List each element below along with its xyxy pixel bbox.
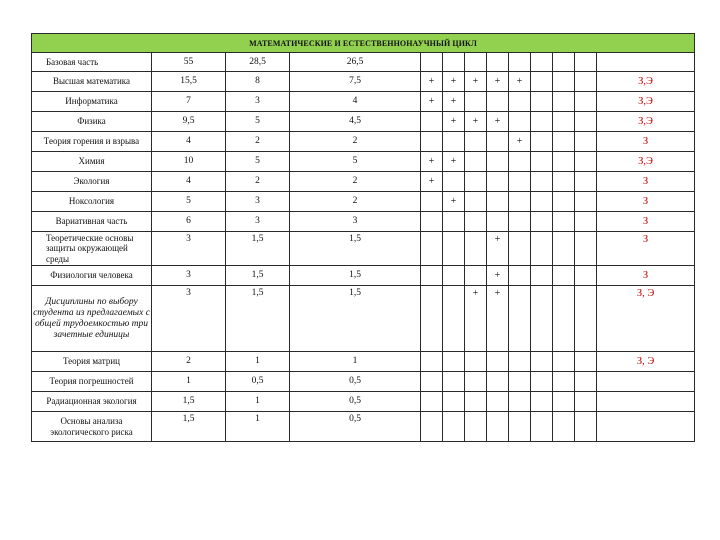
discipline-name: Физика: [32, 112, 152, 132]
semester-mark: +: [421, 92, 443, 112]
semester-mark: [575, 212, 597, 232]
table-row: [32, 152, 695, 172]
semester-mark: +: [443, 72, 465, 92]
semester-mark: [553, 412, 575, 442]
semester-mark: [487, 212, 509, 232]
control-form: З,Э: [597, 72, 695, 92]
semester-mark: [487, 92, 509, 112]
semester-mark: [553, 392, 575, 412]
semester-mark: +: [421, 72, 443, 92]
semester-mark: [553, 72, 575, 92]
semester-mark: [443, 412, 465, 442]
semester-mark: [443, 266, 465, 286]
control-form: [597, 372, 695, 392]
table-row: [32, 112, 695, 132]
discipline-name: Экология: [32, 172, 152, 192]
semester-mark: [509, 286, 531, 352]
control-form: З: [597, 172, 695, 192]
credits-cell: 4: [290, 92, 421, 112]
semester-mark: [575, 232, 597, 266]
credits-cell: 3: [226, 92, 290, 112]
semester-mark: [575, 352, 597, 372]
semester-mark: +: [421, 152, 443, 172]
semester-mark: [509, 112, 531, 132]
semester-mark: [509, 192, 531, 212]
semester-mark: [509, 232, 531, 266]
discipline-name: Информатика: [32, 92, 152, 112]
credits-cell: 1: [152, 372, 226, 392]
semester-mark: [553, 372, 575, 392]
semester-mark: [509, 392, 531, 412]
control-form: [597, 53, 695, 72]
semester-mark: [553, 212, 575, 232]
credits-cell: 3: [152, 232, 226, 266]
semester-mark: [553, 132, 575, 152]
semester-mark: [443, 352, 465, 372]
credits-cell: 1,5: [152, 412, 226, 442]
semester-mark: +: [465, 286, 487, 352]
semester-mark: [509, 172, 531, 192]
semester-mark: [575, 172, 597, 192]
credits-cell: 1,5: [290, 286, 421, 352]
credits-cell: 2: [226, 172, 290, 192]
semester-mark: +: [509, 132, 531, 152]
control-form: З: [597, 192, 695, 212]
semester-mark: [487, 352, 509, 372]
credits-cell: 8: [226, 72, 290, 92]
credits-cell: 7: [152, 92, 226, 112]
semester-mark: [575, 72, 597, 92]
control-form: З: [597, 232, 695, 266]
semester-mark: [443, 232, 465, 266]
semester-mark: [553, 192, 575, 212]
semester-mark: [575, 286, 597, 352]
discipline-name: Теория погрешностей: [32, 372, 152, 392]
table-row: [32, 92, 695, 112]
credits-cell: 3: [152, 286, 226, 352]
credits-cell: 1,5: [226, 286, 290, 352]
semester-mark: [509, 53, 531, 72]
semester-mark: +: [443, 92, 465, 112]
control-form: З: [597, 132, 695, 152]
semester-mark: [531, 192, 553, 212]
semester-mark: [531, 92, 553, 112]
control-form: З, Э: [597, 286, 695, 352]
semester-mark: [531, 132, 553, 152]
semester-mark: [575, 372, 597, 392]
semester-mark: [465, 266, 487, 286]
credits-cell: 5: [226, 112, 290, 132]
curriculum-table: [31, 33, 695, 442]
credits-cell: 5: [152, 192, 226, 212]
semester-mark: [465, 172, 487, 192]
semester-mark: +: [465, 72, 487, 92]
semester-mark: [531, 172, 553, 192]
credits-cell: 4: [152, 132, 226, 152]
credits-cell: 0,5: [290, 412, 421, 442]
semester-mark: [531, 266, 553, 286]
credits-cell: 3: [152, 266, 226, 286]
semester-mark: [553, 286, 575, 352]
credits-cell: 1,5: [152, 392, 226, 412]
discipline-name: Базовая часть: [32, 53, 152, 72]
discipline-name: Химия: [32, 152, 152, 172]
semester-mark: [575, 112, 597, 132]
table-row: [32, 266, 695, 286]
semester-mark: [509, 92, 531, 112]
credits-cell: 2: [290, 172, 421, 192]
table-row: [32, 352, 695, 372]
semester-mark: [465, 192, 487, 212]
semester-mark: [487, 372, 509, 392]
semester-mark: [553, 266, 575, 286]
semester-mark: +: [443, 192, 465, 212]
table-row: [32, 212, 695, 232]
credits-cell: 6: [152, 212, 226, 232]
discipline-name: Радиационная экология: [32, 392, 152, 412]
semester-mark: [575, 412, 597, 442]
credits-cell: 1: [226, 412, 290, 442]
semester-mark: [553, 232, 575, 266]
semester-mark: [487, 412, 509, 442]
semester-mark: [487, 152, 509, 172]
semester-mark: [553, 92, 575, 112]
semester-mark: [487, 392, 509, 412]
discipline-name: Вариативная часть: [32, 212, 152, 232]
semester-mark: [465, 352, 487, 372]
semester-mark: [553, 53, 575, 72]
semester-mark: [465, 392, 487, 412]
semester-mark: [531, 352, 553, 372]
section-title: МАТЕМАТИЧЕСКИЕ И ЕСТЕСТВЕННОНАУЧНЫЙ ЦИКЛ: [32, 34, 695, 53]
semester-mark: [465, 412, 487, 442]
credits-cell: 4: [152, 172, 226, 192]
semester-mark: [531, 212, 553, 232]
credits-cell: 26,5: [290, 53, 421, 72]
discipline-name: Теория матриц: [32, 352, 152, 372]
semester-mark: [443, 172, 465, 192]
credits-cell: 2: [152, 352, 226, 372]
credits-cell: 1: [226, 352, 290, 372]
semester-mark: [575, 192, 597, 212]
credits-cell: 3: [290, 212, 421, 232]
semester-mark: [553, 352, 575, 372]
semester-mark: [531, 72, 553, 92]
credits-cell: 1: [290, 352, 421, 372]
semester-mark: [575, 392, 597, 412]
semester-mark: +: [443, 152, 465, 172]
semester-mark: +: [487, 112, 509, 132]
control-form: [597, 412, 695, 442]
semester-mark: [421, 132, 443, 152]
semester-mark: +: [421, 172, 443, 192]
credits-cell: 3: [226, 192, 290, 212]
discipline-name: Теоретические основы защиты окружающей среды: [32, 232, 152, 266]
discipline-name: Высшая математика: [32, 72, 152, 92]
discipline-name: Ноксология: [32, 192, 152, 212]
semester-mark: +: [443, 112, 465, 132]
semester-mark: [531, 53, 553, 72]
control-form: З: [597, 212, 695, 232]
semester-mark: [509, 212, 531, 232]
semester-mark: [531, 112, 553, 132]
semester-mark: +: [487, 72, 509, 92]
credits-cell: 1,5: [290, 232, 421, 266]
semester-mark: [465, 53, 487, 72]
semester-mark: [443, 286, 465, 352]
credits-cell: 28,5: [226, 53, 290, 72]
semester-mark: [465, 132, 487, 152]
semester-mark: [421, 232, 443, 266]
semester-mark: [421, 192, 443, 212]
credits-cell: 7,5: [290, 72, 421, 92]
semester-mark: +: [465, 112, 487, 132]
semester-mark: +: [487, 286, 509, 352]
semester-mark: [531, 286, 553, 352]
semester-mark: [531, 152, 553, 172]
semester-mark: [443, 132, 465, 152]
credits-cell: 55: [152, 53, 226, 72]
semester-mark: [465, 92, 487, 112]
credits-cell: 0,5: [290, 372, 421, 392]
semester-mark: [553, 172, 575, 192]
semester-mark: [553, 112, 575, 132]
semester-mark: [421, 352, 443, 372]
credits-cell: 2: [226, 132, 290, 152]
semester-mark: [421, 112, 443, 132]
semester-mark: +: [487, 266, 509, 286]
semester-mark: [443, 53, 465, 72]
table-row: [32, 412, 695, 442]
table-row: [32, 132, 695, 152]
discipline-name: Теория горения и взрыва: [32, 132, 152, 152]
credits-cell: 1,5: [226, 232, 290, 266]
semester-mark: [553, 152, 575, 172]
semester-mark: [509, 412, 531, 442]
credits-cell: 10: [152, 152, 226, 172]
credits-cell: 1,5: [226, 266, 290, 286]
semester-mark: [487, 53, 509, 72]
semester-mark: [531, 412, 553, 442]
semester-mark: [531, 392, 553, 412]
control-form: З,Э: [597, 92, 695, 112]
table-row: [32, 232, 695, 266]
control-form: З, Э: [597, 352, 695, 372]
discipline-name: Основы анализа экологического риска: [32, 412, 152, 442]
credits-cell: 5: [290, 152, 421, 172]
semester-mark: [443, 392, 465, 412]
discipline-name: Дисциплины по выбору студента из предлагаемых с общей трудоемкостью три зачетные единицы: [32, 286, 152, 352]
credits-cell: 1: [226, 392, 290, 412]
semester-mark: [421, 372, 443, 392]
credits-cell: 2: [290, 132, 421, 152]
semester-mark: [487, 172, 509, 192]
semester-mark: [575, 132, 597, 152]
credits-cell: 9,5: [152, 112, 226, 132]
table-row: [32, 372, 695, 392]
semester-mark: [421, 412, 443, 442]
semester-mark: [421, 266, 443, 286]
semester-mark: [487, 132, 509, 152]
semester-mark: [465, 152, 487, 172]
table-row: [32, 192, 695, 212]
semester-mark: [421, 212, 443, 232]
semester-mark: [421, 53, 443, 72]
table-row: [32, 172, 695, 192]
semester-mark: [465, 212, 487, 232]
table-row: [32, 392, 695, 412]
control-form: З: [597, 266, 695, 286]
semester-mark: [575, 152, 597, 172]
semester-mark: [443, 372, 465, 392]
control-form: [597, 392, 695, 412]
table-row: [32, 286, 695, 352]
credits-cell: 5: [226, 152, 290, 172]
semester-mark: +: [487, 232, 509, 266]
semester-mark: [421, 286, 443, 352]
credits-cell: 1,5: [290, 266, 421, 286]
control-form: З,Э: [597, 152, 695, 172]
table-row: [32, 72, 695, 92]
credits-cell: 0,5: [290, 392, 421, 412]
semester-mark: [443, 212, 465, 232]
semester-mark: +: [509, 72, 531, 92]
credits-cell: 4,5: [290, 112, 421, 132]
semester-mark: [487, 192, 509, 212]
semester-mark: [421, 392, 443, 412]
semester-mark: [509, 266, 531, 286]
credits-cell: 2: [290, 192, 421, 212]
semester-mark: [465, 372, 487, 392]
semester-mark: [509, 152, 531, 172]
semester-mark: [509, 372, 531, 392]
credits-cell: 3: [226, 212, 290, 232]
semester-mark: [531, 372, 553, 392]
control-form: З,Э: [597, 112, 695, 132]
credits-cell: 15,5: [152, 72, 226, 92]
discipline-name: Физиология человека: [32, 266, 152, 286]
credits-cell: 0,5: [226, 372, 290, 392]
semester-mark: [575, 53, 597, 72]
section-header-row: [32, 34, 695, 53]
semester-mark: [509, 352, 531, 372]
semester-mark: [575, 266, 597, 286]
semester-mark: [575, 92, 597, 112]
semester-mark: [465, 232, 487, 266]
table-row: [32, 53, 695, 72]
semester-mark: [531, 232, 553, 266]
